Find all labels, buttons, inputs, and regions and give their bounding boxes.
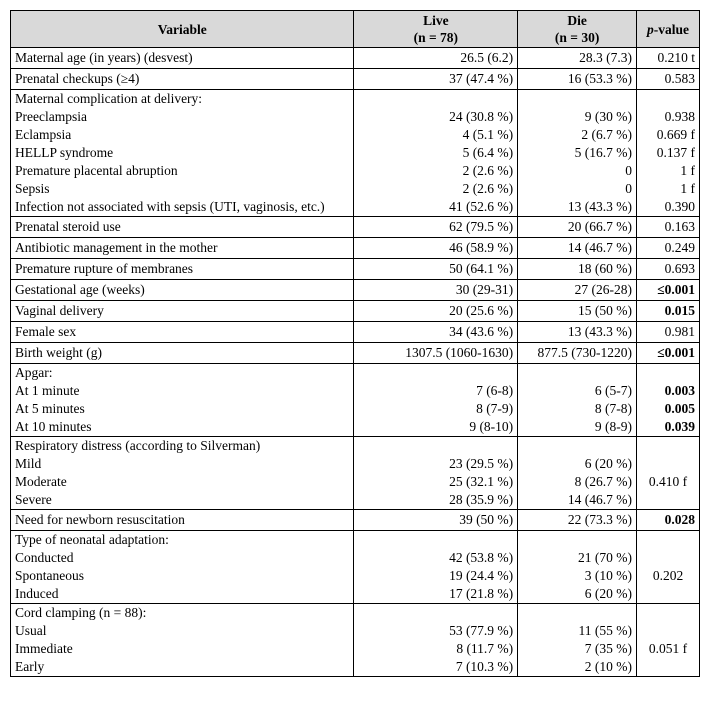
cell: [637, 90, 700, 217]
row-label: Prenatal steroid use: [15, 219, 121, 234]
die-value: 15 (50 %): [578, 303, 633, 318]
die-value: 14 (46.7 %): [567, 492, 633, 507]
group-title: Apgar:: [15, 365, 53, 380]
die-value: 27 (26-28): [574, 282, 633, 297]
cell: [11, 217, 354, 238]
sub-label: Premature placental abruption: [15, 163, 178, 178]
cell: [354, 217, 518, 238]
table-row: [11, 301, 700, 322]
header-live: [354, 11, 518, 48]
sub-label: Conducted: [15, 550, 74, 565]
cell: [518, 217, 637, 238]
cell: [518, 48, 637, 69]
cell: [637, 531, 700, 604]
cell: [637, 322, 700, 343]
table-group-resp: [11, 437, 700, 510]
die-value: 28.3 (7.3): [579, 50, 633, 65]
die-value: 22 (73.3 %): [567, 512, 633, 527]
sub-label: Sepsis: [15, 181, 50, 196]
die-value: 6 (20 %): [584, 456, 633, 471]
table-row: [11, 69, 700, 90]
live-value: 62 (79.5 %): [449, 219, 514, 234]
live-value: 24 (30.8 %): [449, 109, 514, 124]
live-value: 50 (64.1 %): [449, 261, 514, 276]
cell: [11, 322, 354, 343]
die-value: 877.5 (730-1220): [537, 345, 633, 360]
cell: [637, 69, 700, 90]
header-die: [518, 11, 637, 48]
cell: [354, 604, 518, 677]
p-value: 0.669 f: [656, 127, 695, 142]
die-value: 21 (70 %): [578, 550, 633, 565]
cell: [518, 90, 637, 217]
group-title: Cord clamping (n = 88):: [15, 605, 147, 620]
die-value: 5 (16.7 %): [574, 145, 633, 160]
die-value: 14 (46.7 %): [567, 240, 633, 255]
die-value: 8 (26.7 %): [574, 474, 633, 489]
live-value: 53 (77.9 %): [449, 623, 514, 638]
cell: [518, 238, 637, 259]
live-value: 34 (43.6 %): [449, 324, 514, 339]
p-value: 0.583: [664, 71, 695, 86]
p-value: 0.163: [664, 219, 695, 234]
cell: [11, 437, 354, 510]
p-value: 0.249: [664, 240, 695, 255]
cell: [354, 90, 518, 217]
live-value: 20 (25.6 %): [449, 303, 514, 318]
row-label: Need for newborn resuscitation: [15, 512, 185, 527]
cell: [637, 48, 700, 69]
sub-label: Early: [15, 659, 45, 674]
cell: [518, 531, 637, 604]
p-value: 0.039: [664, 419, 695, 434]
cell: [354, 280, 518, 301]
row-label: Gestational age (weeks): [15, 282, 145, 297]
table-row: [11, 343, 700, 364]
live-value: 39 (50 %): [459, 512, 514, 527]
results-table: [10, 10, 700, 677]
table-row: [11, 48, 700, 69]
live-value: 23 (29.5 %): [449, 456, 514, 471]
p-value: 0.202: [652, 568, 684, 583]
die-value: 6 (5-7): [594, 383, 633, 398]
group-title: Respiratory distress (according to Silverman): [15, 438, 261, 453]
cell: [354, 437, 518, 510]
p-value: 0.005: [664, 401, 695, 416]
table-row: [11, 322, 700, 343]
p-value: 0.137 f: [656, 145, 695, 160]
die-value: 2 (6.7 %): [581, 127, 633, 142]
p-value: 0.938: [664, 109, 695, 124]
cell: [354, 259, 518, 280]
cell: [11, 90, 354, 217]
p-value: ≤0.001: [657, 282, 695, 297]
live-value: 2 (2.6 %): [462, 181, 514, 196]
table-row: [11, 238, 700, 259]
group-title: Maternal complication at delivery:: [15, 91, 203, 106]
live-value: 7 (6-8): [476, 383, 514, 398]
table-group-cord: [11, 604, 700, 677]
live-value: 8 (11.7 %): [456, 641, 514, 656]
sub-label: Spontaneous: [15, 568, 84, 583]
cell: [518, 280, 637, 301]
sub-label: Severe: [15, 492, 52, 507]
cell: [637, 343, 700, 364]
table-group-complication: [11, 90, 700, 217]
live-value: 17 (21.8 %): [449, 586, 514, 601]
cell: [354, 238, 518, 259]
sub-label: At 10 minutes: [15, 419, 92, 434]
p-value: 0.981: [664, 324, 695, 339]
cell: [637, 217, 700, 238]
cell: [518, 604, 637, 677]
live-value: 7 (10.3 %): [455, 659, 514, 674]
sub-label: Induced: [15, 586, 59, 601]
p-value: 0.003: [664, 383, 695, 398]
die-value: 8 (7-8): [594, 401, 633, 416]
cell: [11, 510, 354, 531]
row-label: Birth weight (g): [15, 345, 102, 360]
sub-label: Preeclampsia: [15, 109, 87, 124]
table-row: [11, 510, 700, 531]
die-value: 0: [625, 163, 633, 178]
row-label: Vaginal delivery: [15, 303, 104, 318]
sub-label: Moderate: [15, 474, 67, 489]
die-value: 13 (43.3 %): [567, 324, 633, 339]
cell: [637, 510, 700, 531]
table-row: [11, 280, 700, 301]
live-value: 30 (29-31): [455, 282, 514, 297]
die-value: 9 (8-9): [594, 419, 633, 434]
live-value: 37 (47.4 %): [449, 71, 514, 86]
cell: [637, 604, 700, 677]
table-row: [11, 217, 700, 238]
live-value: 46 (58.9 %): [449, 240, 514, 255]
cell: [518, 69, 637, 90]
cell: [637, 364, 700, 437]
p-value: 0.390: [664, 199, 695, 214]
cell: [354, 343, 518, 364]
live-value: 42 (53.8 %): [449, 550, 514, 565]
die-value: 11 (55 %): [578, 623, 633, 638]
die-value: 13 (43.3 %): [567, 199, 633, 214]
sub-label: Eclampsia: [15, 127, 72, 142]
cell: [518, 364, 637, 437]
cell: [637, 238, 700, 259]
live-value: 1307.5 (1060-1630): [405, 345, 514, 360]
cell: [11, 238, 354, 259]
cell: [11, 531, 354, 604]
cell: [11, 301, 354, 322]
live-value: 4 (5.1 %): [462, 127, 514, 142]
die-value: 20 (66.7 %): [567, 219, 633, 234]
die-value: 6 (20 %): [584, 586, 633, 601]
die-label: Die: [567, 13, 587, 28]
p-value: 0.051 f: [648, 641, 688, 656]
p-rest: -value: [653, 21, 689, 37]
cell: [637, 280, 700, 301]
group-title: Type of neonatal adaptation:: [15, 532, 169, 547]
sub-label: Mild: [15, 456, 42, 471]
sub-label: Infection not associated with sepsis (UTI, vaginosis, etc.): [15, 199, 325, 214]
cell: [637, 437, 700, 510]
cell: [518, 259, 637, 280]
cell: [354, 322, 518, 343]
die-n: (n = 30): [554, 30, 600, 45]
sub-label: At 1 minute: [15, 383, 80, 398]
die-value: 18 (60 %): [578, 261, 633, 276]
row-label: Premature rupture of membranes: [15, 261, 194, 276]
cell: [637, 301, 700, 322]
row-label: Female sex: [15, 324, 77, 339]
row-label: Maternal age (in years) (desvest): [15, 50, 193, 65]
sub-label: HELLP syndrome: [15, 145, 114, 160]
cell: [11, 280, 354, 301]
die-value: 2 (10 %): [584, 659, 633, 674]
live-value: 19 (24.4 %): [449, 568, 514, 583]
p-value: 0.410 f: [648, 474, 688, 489]
sub-label: Immediate: [15, 641, 73, 656]
live-value: 26.5 (6.2): [460, 50, 514, 65]
die-value: 0: [625, 181, 633, 196]
live-value: 25 (32.1 %): [449, 474, 514, 489]
cell: [11, 48, 354, 69]
die-value: 16 (53.3 %): [567, 71, 633, 86]
cell: [354, 301, 518, 322]
live-value: 8 (7-9): [476, 401, 514, 416]
die-value: 7 (35 %): [584, 641, 633, 656]
cell: [354, 510, 518, 531]
cell: [637, 259, 700, 280]
p-value: ≤0.001: [657, 345, 695, 360]
p-value: 1 f: [680, 181, 695, 196]
cell: [518, 343, 637, 364]
sub-label: Usual: [15, 623, 47, 638]
p-value: 0.693: [664, 261, 695, 276]
p-value: 1 f: [680, 163, 695, 178]
table-group-adapt: [11, 531, 700, 604]
cell: [11, 604, 354, 677]
cell: [11, 364, 354, 437]
table-row: [11, 259, 700, 280]
p-value: 0.015: [664, 303, 695, 318]
live-value: 9 (8-10): [469, 419, 514, 434]
cell: [354, 69, 518, 90]
p-italic: p: [647, 21, 654, 37]
live-n: (n = 78): [413, 30, 459, 45]
cell: [518, 301, 637, 322]
sub-label: At 5 minutes: [15, 401, 85, 416]
header-row: [11, 11, 700, 48]
live-value: 28 (35.9 %): [449, 492, 514, 507]
cell: [518, 322, 637, 343]
cell: [518, 437, 637, 510]
cell: [518, 510, 637, 531]
p-value: 0.028: [664, 512, 695, 527]
row-label: Antibiotic management in the mother: [15, 240, 218, 255]
cell: [11, 343, 354, 364]
header-p-value: [637, 11, 700, 48]
live-value: 2 (2.6 %): [462, 163, 514, 178]
cell: [354, 48, 518, 69]
live-label: Live: [423, 13, 449, 28]
p-value: 0.210 t: [657, 50, 695, 65]
cell: [11, 69, 354, 90]
die-value: 3 (10 %): [584, 568, 633, 583]
table-group-apgar: [11, 364, 700, 437]
live-value: 5 (6.4 %): [462, 145, 514, 160]
row-label: Prenatal checkups (≥4): [15, 71, 140, 86]
cell: [354, 364, 518, 437]
die-value: 9 (30 %): [584, 109, 633, 124]
header-variable: Variable: [11, 11, 354, 48]
cell: [354, 531, 518, 604]
live-value: 41 (52.6 %): [449, 199, 514, 214]
cell: [11, 259, 354, 280]
